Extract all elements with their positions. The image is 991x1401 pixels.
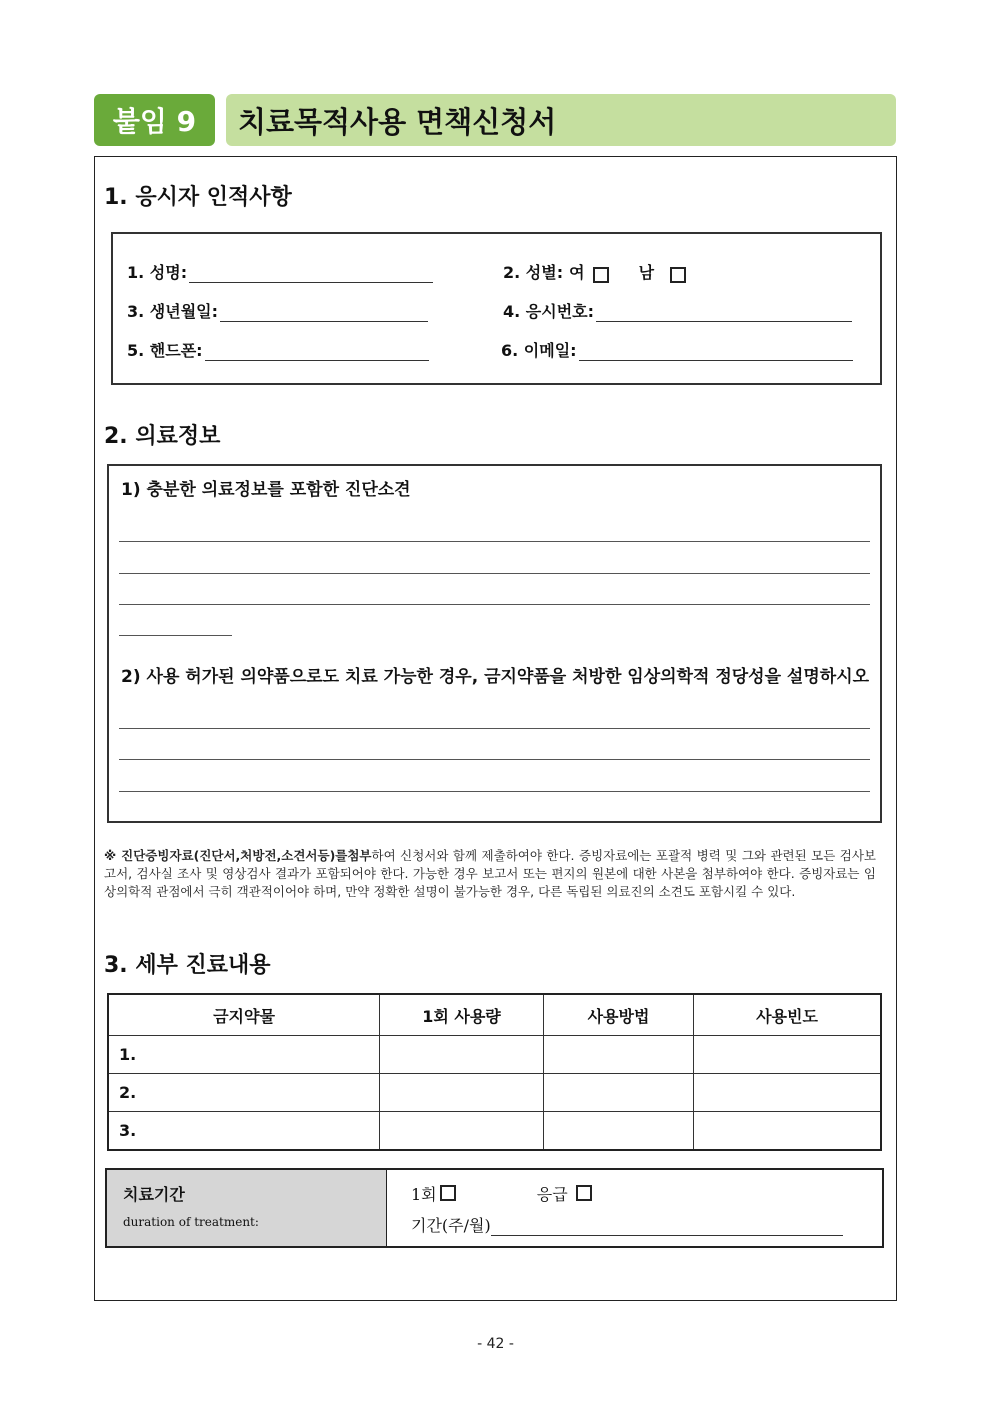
treatment-label: 치료기간 [123,1185,185,1204]
note-text: 하여 신청서와 함께 제출하여야 한다. 증빙자료에는 포괄적 병력 및 그와 관련된 모든 검사보고서, 검사실 조사 및 영상검사 결과가 포함되어야 한다. 가능한 경우 보고서 또는 편지의 원본에 대한 사본을 첨부하여야 한다. 증빙자료는 임상의학적 관점에서 극히 객관적이어야 하며, 만약 정확한 설명이 불가능한 경우, 다른 독립된 의료진의 소견도 포함시킬 수 있다. [104,848,876,899]
answer-line[interactable] [119,728,870,729]
attachment-note [104,847,876,901]
exam-no-label: 4. 응시번호: [503,302,595,321]
answer-line[interactable] [119,759,870,760]
male-label: 남 [638,263,655,282]
question-diagnosis: 1) 충분한 의료정보를 포함한 진단소견 [121,480,411,500]
section2-heading: 2. 의료정보 [104,424,221,449]
birth-line[interactable] [220,303,428,322]
gender-field [503,260,686,283]
answer-line[interactable] [119,635,232,636]
dose-cell[interactable] [380,1074,544,1112]
phone-label: 5. 핸드폰: [127,341,203,360]
note-mark: ※ [104,848,117,863]
method-cell[interactable] [544,1112,694,1151]
phone-line[interactable] [205,342,429,361]
method-cell[interactable] [544,1036,694,1074]
treatment-period-box [105,1168,884,1248]
answer-line[interactable] [119,791,870,792]
col-frequency: 사용빈도 [694,994,882,1036]
email-line[interactable] [579,342,853,361]
row-number[interactable]: 3. [108,1112,380,1151]
emergency-label: 응급 [536,1185,568,1204]
emergency-checkbox[interactable] [576,1185,592,1201]
frequency-cell[interactable] [694,1036,882,1074]
row-number[interactable]: 1. [108,1036,380,1074]
exam-no-field[interactable] [503,299,852,322]
col-method: 사용방법 [544,994,694,1036]
table-row [108,1036,881,1074]
period-label: 기간(주/월) [411,1216,491,1235]
exam-no-line[interactable] [596,303,852,322]
email-field[interactable] [501,338,853,361]
answer-line[interactable] [119,573,870,574]
birth-label: 3. 생년월일: [127,302,219,321]
medical-info-box [107,464,882,823]
once-checkbox[interactable] [440,1185,456,1201]
treatment-detail-table [107,993,882,1151]
name-label: 1. 성명: [127,263,188,282]
treatment-label-en: duration of treatment: [123,1215,259,1229]
frequency-cell[interactable] [694,1112,882,1151]
answer-line[interactable] [119,541,870,542]
question-justification: 2) 사용 허가된 의약품으로도 치료 가능한 경우, 금지약품을 처방한 임상의학적 정당성을 설명하시오 [121,667,870,687]
personal-info-box [111,232,882,385]
name-line[interactable] [189,264,433,283]
email-label: 6. 이메일: [501,341,577,360]
appendix-tag: 붙임 9 [94,94,215,146]
birth-field[interactable] [127,299,428,322]
dose-cell[interactable] [380,1112,544,1151]
row-number[interactable]: 2. [108,1074,380,1112]
col-dose: 1회 사용량 [380,994,544,1036]
treatment-options-cell [387,1170,882,1246]
table-header-row [108,994,881,1036]
phone-field[interactable] [127,338,429,361]
gender-label: 2. 성별: [503,263,564,282]
dose-cell[interactable] [380,1036,544,1074]
female-checkbox[interactable] [593,267,609,283]
female-label: 여 [569,263,585,282]
method-cell[interactable] [544,1074,694,1112]
page-number: - 42 - [477,1336,514,1352]
name-field[interactable] [127,260,433,283]
form-title: 치료목적사용 면책신청서 [226,94,896,146]
period-line[interactable] [491,1217,843,1236]
male-checkbox[interactable] [670,267,686,283]
table-row [108,1112,881,1151]
frequency-cell[interactable] [694,1074,882,1112]
col-drug: 금지약물 [108,994,380,1036]
note-bold-text: 진단증빙자료(진단서,처방전,소견서등)를첨부 [121,848,372,863]
treatment-label-cell [107,1170,387,1246]
answer-line[interactable] [119,604,870,605]
table-row [108,1074,881,1112]
section3-heading: 3. 세부 진료내용 [104,953,271,978]
section1-heading: 1. 응시자 인적사항 [104,185,292,210]
once-label: 1회 [411,1185,437,1204]
